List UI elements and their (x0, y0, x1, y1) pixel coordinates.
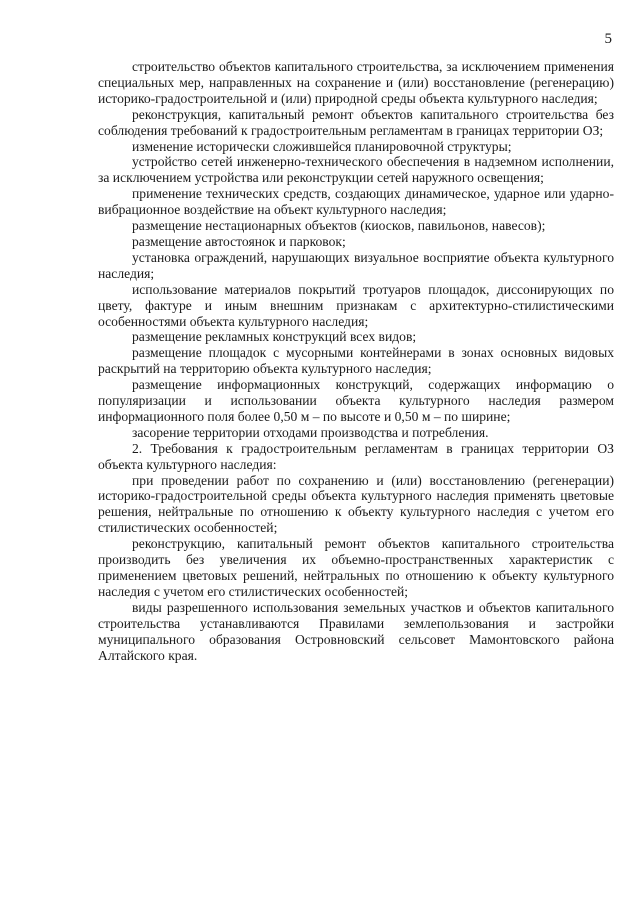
paragraph: изменение исторически сложившейся планировочной структуры; (132, 138, 512, 154)
paragraph: установка ограждений, нарушающих визуальное восприятие объекта культурного наследия; (98, 249, 614, 281)
page-number: 5 (604, 31, 612, 47)
document-body (98, 59, 614, 663)
paragraph: засорение территории отходами производства и потребления. (132, 424, 489, 440)
paragraph: размещение рекламных конструкций всех видов; (132, 329, 417, 345)
paragraph: реконструкцию, капитальный ремонт объектов капитального строительства производить без увеличения их объемно-пространственных характеристик с применением цветовых решений, нейтральных по отношению к объекту культурного наследия с учетом его стилистических особенностей; (98, 536, 614, 599)
paragraph: устройство сетей инженерно-технического обеспечения в надземном исполнении, за исключением устройства или реконструкции сетей наружного освещения; (98, 154, 614, 186)
paragraph: строительство объектов капитального строительства, за исключением применения специальных мер, направленных на сохранение и (или) восстановление (регенерацию) историко-градостроительной и (или) природной среды объекта культурного наследия; (98, 59, 614, 106)
paragraph: размещение площадок с мусорными контейнерами в зонах основных видовых раскрытий на территорию объекта культурного наследия; (98, 345, 614, 377)
paragraph: размещение автостоянок и парковок; (132, 233, 346, 249)
paragraph: реконструкция, капитальный ремонт объектов капитального строительства без соблюдения требований к градостроительным регламентам в границах территории ОЗ; (98, 106, 614, 138)
paragraph: использование материалов покрытий тротуаров площадок, диссонирующих по цвету, фактуре и иным внешним признакам с архитектурно-стилистическими особенностями объекта культурного наследия; (98, 281, 614, 329)
paragraph: размещение информационных конструкций, содержащих информацию о популяризации и использовании объекта культурного наследия размером информационного поля более 0,50 м – по высоте и 0,50 м – по ширине; (98, 377, 614, 424)
paragraph: при проведении работ по сохранению и (или) восстановлению (регенерации) историко-градостроительной среды объекта культурного наследия применять цветовые решения, нейтральные по отношению к объекту культурного наследия с учетом его стилистических особенностей; (98, 472, 614, 536)
paragraph: виды разрешенного использования земельных участков и объектов капитального строительства устанавливаются Правилами землепользования и застройки муниципального образования Островновский сельсовет Мамонтовского района Алтайского края. (98, 599, 614, 663)
section-heading-paragraph: 2. Требования к градостроительным регламентам в границах территории ОЗ объекта культурного наследия: (98, 440, 614, 472)
paragraph: размещение нестационарных объектов (киосков, павильонов, навесов); (132, 218, 546, 234)
paragraph: применение технических средств, создающих динамическое, ударное или ударно-вибрационное воздействие на объект культурного наследия; (98, 186, 614, 218)
